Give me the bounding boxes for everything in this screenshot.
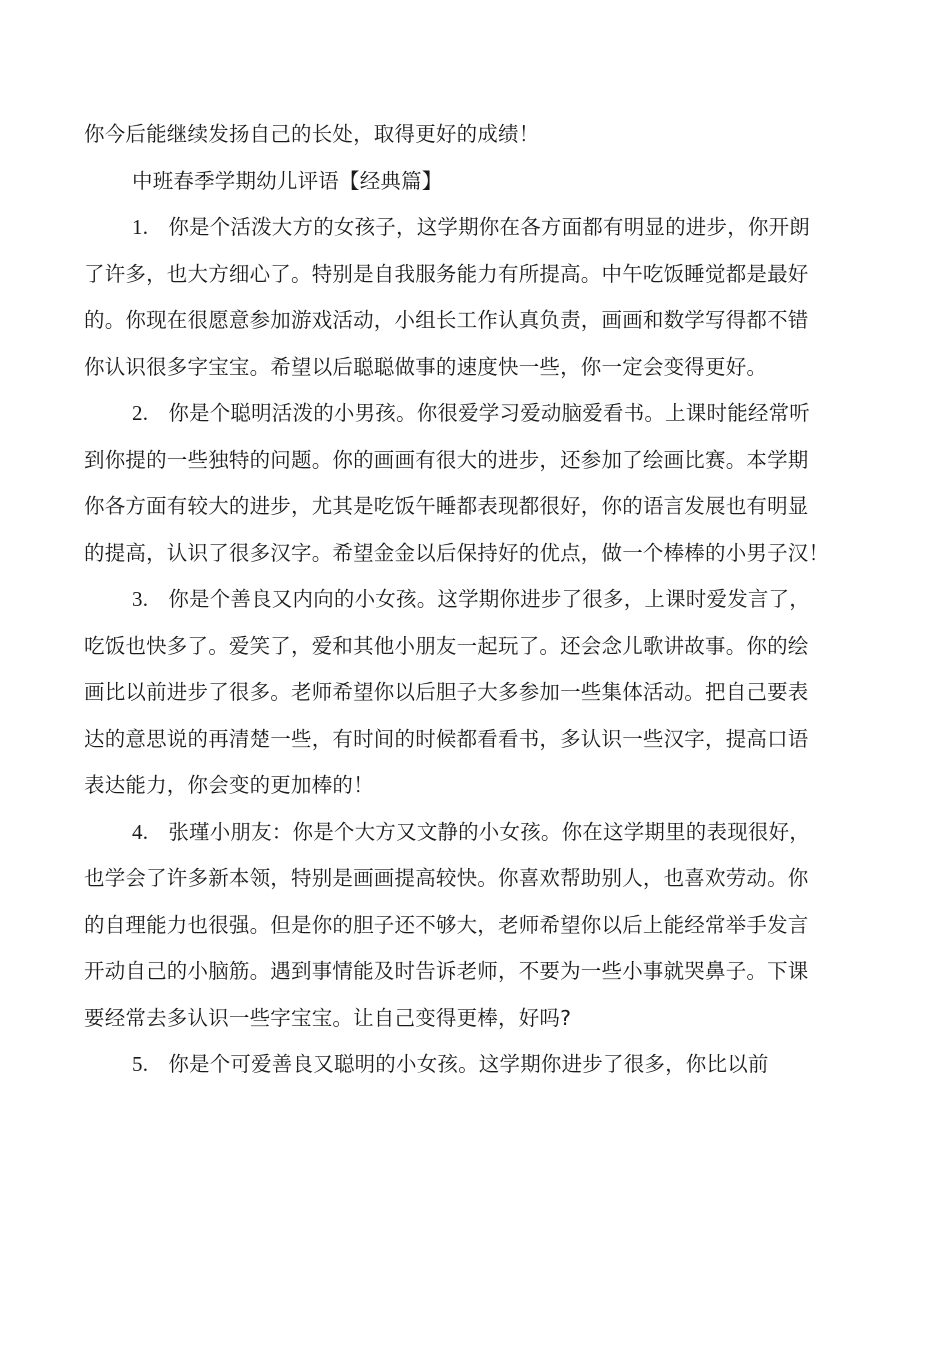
text-line: 到你提的一些独特的问题。你的画画有很大的进步，还参加了绘画比赛。本学期: [84, 447, 809, 472]
paragraph-3: [84, 576, 874, 809]
text-line: 的提高，认识了很多汉字。希望金金以后保持好的优点，做一个棒棒的小男子汉！: [84, 540, 830, 565]
line-text: 你是个活泼大方的女孩子，这学期你在各方面都有明显的进步，你开朗: [168, 215, 811, 239]
text-line: [84, 576, 874, 623]
paragraph-1: [84, 204, 874, 390]
text-line: 了许多，也大方细心了。特别是自我服务能力有所提高。中午吃饭睡觉都是最好: [84, 261, 809, 286]
item-number: 4.: [132, 819, 149, 844]
text-line: 表达能力，你会变的更加棒的！: [84, 773, 374, 797]
item-number: 3.: [132, 587, 149, 611]
text-line: 你各方面有较大的进步，尤其是吃饭午睡都表现都很好，你的语言发展也有明显: [84, 494, 809, 518]
text-line: [84, 1041, 874, 1088]
item-number: 2.: [132, 401, 149, 425]
text-line: 达的意思说的再清楚一些，有时间的时候都看看书，多认识一些汉字，提高口语: [84, 726, 809, 751]
section-title: 中班春季学期幼儿评语【经典篇】: [132, 168, 443, 193]
document-page: [84, 111, 874, 1088]
line-text: 你是个可爱善良又聪明的小女孩。这学期你进步了很多，你比以前: [168, 1052, 769, 1076]
item-number: 5.: [132, 1052, 149, 1076]
text-line: 的自理能力也很强。但是你的胆子还不够大，老师希望你以后上能经常举手发言: [84, 912, 809, 937]
text-line: 开动自己的小脑筋。遇到事情能及时告诉老师，不要为一些小事就哭鼻子。下课: [84, 959, 809, 983]
paragraph-2: [84, 390, 874, 576]
text-line: [84, 390, 874, 437]
text-line: 画比以前进步了很多。老师希望你以后胆子大多参加一些集体活动。把自己要表: [84, 680, 809, 704]
text-line: 要经常去多认识一些字宝宝。让自己变得更棒，好吗?: [84, 1005, 572, 1030]
text-line: [84, 809, 874, 856]
text-line: 的。你现在很愿意参加游戏活动，小组长工作认真负责，画画和数学写得都不错: [84, 308, 809, 332]
text-line: 吃饭也快多了。爱笑了，爱和其他小朋友一起玩了。还会念儿歌讲故事。你的绘: [84, 633, 809, 658]
paragraph-4: [84, 809, 874, 1042]
line-text: 你是个聪明活泼的小男孩。你很爱学习爱动脑爱看书。上课时能经常听: [168, 401, 811, 425]
text-line: 你今后能继续发扬自己的长处，取得更好的成绩！: [84, 122, 540, 146]
line-text: 张瑾小朋友：你是个大方又文静的小女孩。你在这学期里的表现很好，: [168, 819, 811, 844]
paragraph-5: [84, 1041, 874, 1088]
text-line: 也学会了许多新本领，特别是画画提高较快。你喜欢帮助别人，也喜欢劳动。你: [84, 866, 809, 890]
text-line: 你认识很多字宝宝。希望以后聪聪做事的速度快一些，你一定会变得更好。: [84, 354, 768, 379]
text-line: [84, 204, 874, 251]
line-text: 你是个善良又内向的小女孩。这学期你进步了很多，上课时爱发言了，: [168, 587, 811, 611]
item-number: 1.: [132, 215, 149, 239]
